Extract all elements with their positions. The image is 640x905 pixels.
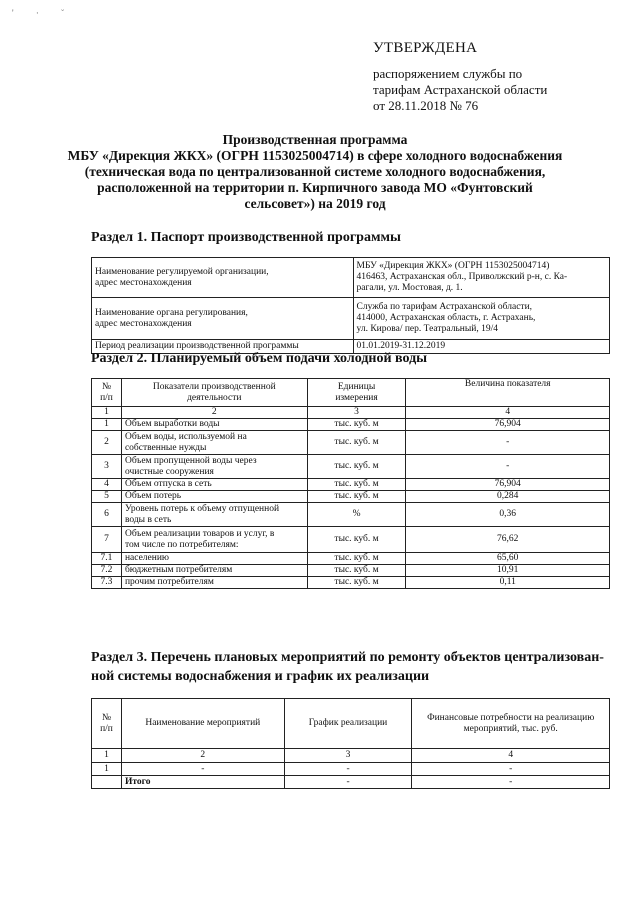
header-name: Наименование мероприятий [121, 699, 284, 749]
header-finance: Финансовые потребности на реализацию мероприятий, тыс. руб. [412, 699, 610, 749]
title-line: МБУ «Дирекция ЖКХ» (ОГРН 1153025004714) в сфере холодного водоснабжения [67, 148, 563, 163]
header-unit: Единицы измерения [307, 379, 406, 407]
passport-value: Служба по тарифам Астраханской области, 414000, Астраханская область, г. Астрахань, ул. Кирова/ пер. Театральный, 19/4 [353, 298, 610, 340]
table-header-row [92, 699, 610, 749]
scan-marks: ' · ˘ [12, 8, 75, 18]
order-line: тарифам Астраханской области [373, 82, 548, 97]
section2-heading: Раздел 2. Планируемый объем подачи холодной воды [91, 351, 428, 366]
section3-heading: Раздел 3. Перечень плановых мероприятий по ремонту объектов централизован- ной системы водоснабжения и график их реализации [91, 650, 604, 684]
table-row: 7.2 бюджетным потребителям тыс. куб. м 10,91 [92, 565, 610, 577]
table-row: 1 Объем выработки воды тыс. куб. м 76,904 [92, 419, 610, 431]
table-row: 4 Объем отпуска в сеть тыс. куб. м 76,904 [92, 479, 610, 491]
table-row: 3 Объем пропущенной воды через очистные сооружения тыс. куб. м - [92, 455, 610, 479]
header-indicator: Показатели производственной деятельности [121, 379, 307, 407]
passport-table [91, 257, 610, 354]
approval-order [373, 66, 547, 114]
order-line: от 28.11.2018 № 76 [373, 98, 479, 113]
passport-value: МБУ «Дирекция ЖКХ» (ОГРН 1153025004714) 416463, Астраханская обл., Приволжский р-н, с. Ка- рагали, ул. Мостовая, д. 1. [353, 258, 610, 298]
colnum: 4 [406, 407, 610, 419]
table-row: 5 Объем потерь тыс. куб. м 0,284 [92, 491, 610, 503]
table-row [92, 298, 610, 340]
table-header-row [92, 379, 610, 407]
passport-label: Наименование регулируемой организации, адрес местонахождения [92, 258, 354, 298]
header-num: № п/п [92, 699, 122, 749]
table-row: 6 Уровень потерь к объему отпущенной воды в сеть % 0,36 [92, 503, 610, 527]
water-volume-table [91, 378, 610, 589]
passport-label: Период реализации производственной программы [92, 340, 354, 354]
order-line: распоряжением службы по [373, 66, 523, 81]
table-row: 1 - - - [92, 763, 610, 776]
table-row: 7.1 населению тыс. куб. м 65,60 [92, 553, 610, 565]
header-value: Величина показателя [406, 379, 610, 407]
passport-value: 01.01.2019-31.12.2019 [353, 340, 610, 354]
header-num: № п/п [92, 379, 122, 407]
colnum: 1 [92, 407, 122, 419]
colnum-row [92, 407, 610, 419]
table-row: 2 Объем воды, используемой на собственные нужды тыс. куб. м - [92, 431, 610, 455]
colnum: 3 [307, 407, 406, 419]
title-line: Производственная программа [222, 132, 408, 147]
table-row: 7.3 прочим потребителям тыс. куб. м 0,11 [92, 577, 610, 589]
title-line: (техническая вода по централизованной системе холодного водоснабжения, [84, 164, 546, 179]
title-line: расположенной на территории п. Кирпичного завода МО «Фунтовский [97, 180, 533, 195]
header-schedule: График реализации [284, 699, 412, 749]
total-label: Итого [121, 776, 284, 789]
table-row: Итого - - [92, 776, 610, 789]
passport-label: Наименование органа регулирования, адрес местонахождения [92, 298, 354, 340]
measures-table [91, 698, 610, 789]
approval-stamp: УТВЕРЖДЕНА [373, 40, 478, 56]
title-line: сельсовет») на 2019 год [244, 196, 386, 211]
colnum-row: 1 2 3 4 [92, 749, 610, 763]
colnum: 2 [121, 407, 307, 419]
document-title [67, 132, 563, 212]
section1-heading: Раздел 1. Паспорт производственной программы [91, 230, 401, 245]
table-row: 7 Объем реализации товаров и услуг, в том числе по потребителям: тыс. куб. м 76,62 [92, 527, 610, 553]
table-row [92, 258, 610, 298]
